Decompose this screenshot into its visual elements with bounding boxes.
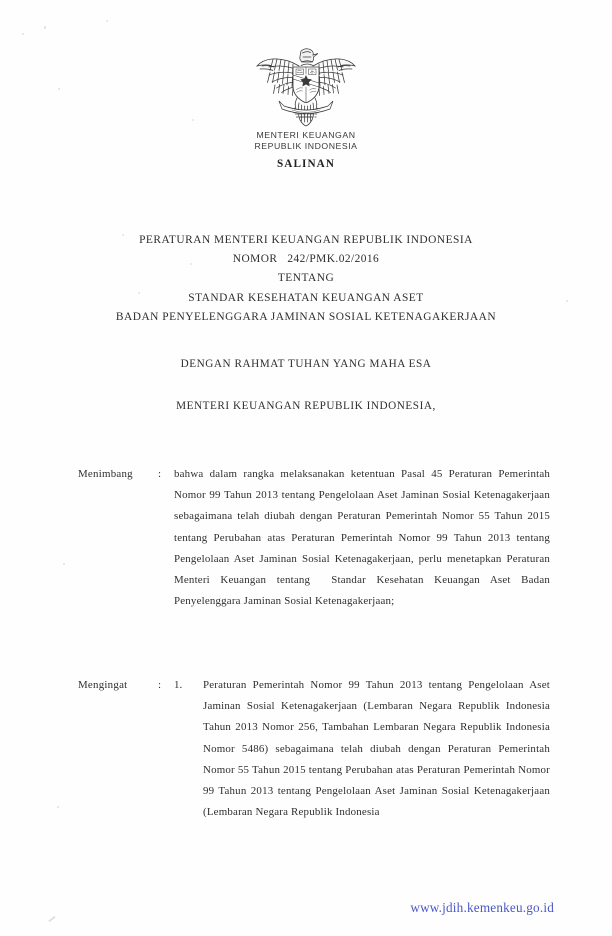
scan-speckle — [48, 916, 56, 923]
scan-speckle — [44, 26, 46, 29]
emblem-container — [0, 44, 612, 132]
clause-colon-menimbang: : — [158, 468, 162, 480]
ministry-header — [0, 130, 612, 153]
ministry-line-1: MENTERI KEUANGAN — [256, 130, 356, 140]
clause-label-menimbang: Menimbang — [78, 468, 133, 480]
document-title-block — [56, 231, 556, 327]
title-line-number: NOMOR 242/PMK.02/2016 — [232, 253, 380, 266]
clause-label-mengingat: Mengingat — [78, 679, 128, 691]
clause-mengingat — [78, 675, 553, 823]
footer-source-url[interactable]: www.jdih.kemenkeu.go.id — [410, 900, 554, 915]
clause-item-number: 1. — [174, 679, 183, 691]
scan-speckle — [566, 300, 568, 302]
clause-body-mengingat: Peraturan Pemerintah Nomor 99 Tahun 2013 tentang Pengelolaan Aset Jaminan Sosial Ketenagakerjaan (Lembaran Negara Republik Indonesia Tahun 2013 Nomor 256, Tambahan Lembaran Negara Republik Indonesia Nomor 5486) sebagaimana telah diubah dengan Peraturan Pemerintah Nomor 55 Tahun 2015 tentang Perubahan atas Peraturan Pemerintah Nomor 99 Tahun 2013 tentang Pengelolaan Aset Jaminan Sosial Ketenagakerjaan (Lembaran Negara Republik Indonesia — [203, 679, 553, 819]
scan-speckle — [63, 563, 65, 565]
scan-speckle — [57, 806, 59, 808]
blessing-statement: DENGAN RAHMAT TUHAN YANG MAHA ESA — [180, 358, 432, 370]
scan-speckle — [22, 33, 24, 35]
title-line-subject-2: BADAN PENYELENGGARA JAMINAN SOSIAL KETENAGAKERJAAN — [115, 310, 497, 323]
garuda-pancasila-emblem — [253, 44, 359, 132]
title-line-subject-1: STANDAR KESEHATAN KEUANGAN ASET — [188, 291, 424, 304]
issuer-statement: MENTERI KEUANGAN REPUBLIK INDONESIA, — [176, 400, 436, 412]
ministry-line-2: REPUBLIK INDONESIA — [254, 141, 358, 152]
clause-body-menimbang: bahwa dalam rangka melaksanakan ketentuan Pasal 45 Peraturan Pemerintah Nomor 99 Tahun 2013 tentang Pengelolaan Aset Jaminan Sosial Ketenagakerjaan sebagaimana telah diubah dengan Peraturan Pemerintah Nomor 55 Tahun 2015 tentang Perubahan atas Peraturan Pemerintah Nomor 99 Tahun 2013 tentang Pengelolaan Aset Jaminan Sosial Ketenagakerjaan, perlu menetapkan Peraturan Menteri Keuangan tentang Standar Kesehatan Keuangan Aset Badan Penyelenggara Jaminan Sosial Ketenagakerjaan; — [174, 468, 553, 608]
title-line-tentang: TENTANG — [277, 272, 335, 285]
clause-numbered-item — [174, 675, 553, 823]
clause-menimbang — [78, 464, 553, 612]
copy-mark: SALINAN — [276, 158, 336, 170]
scan-speckle — [106, 20, 108, 22]
clause-colon-mengingat: : — [158, 679, 162, 691]
title-line-regulation: PERATURAN MENTERI KEUANGAN REPUBLIK INDONESIA — [139, 234, 473, 246]
